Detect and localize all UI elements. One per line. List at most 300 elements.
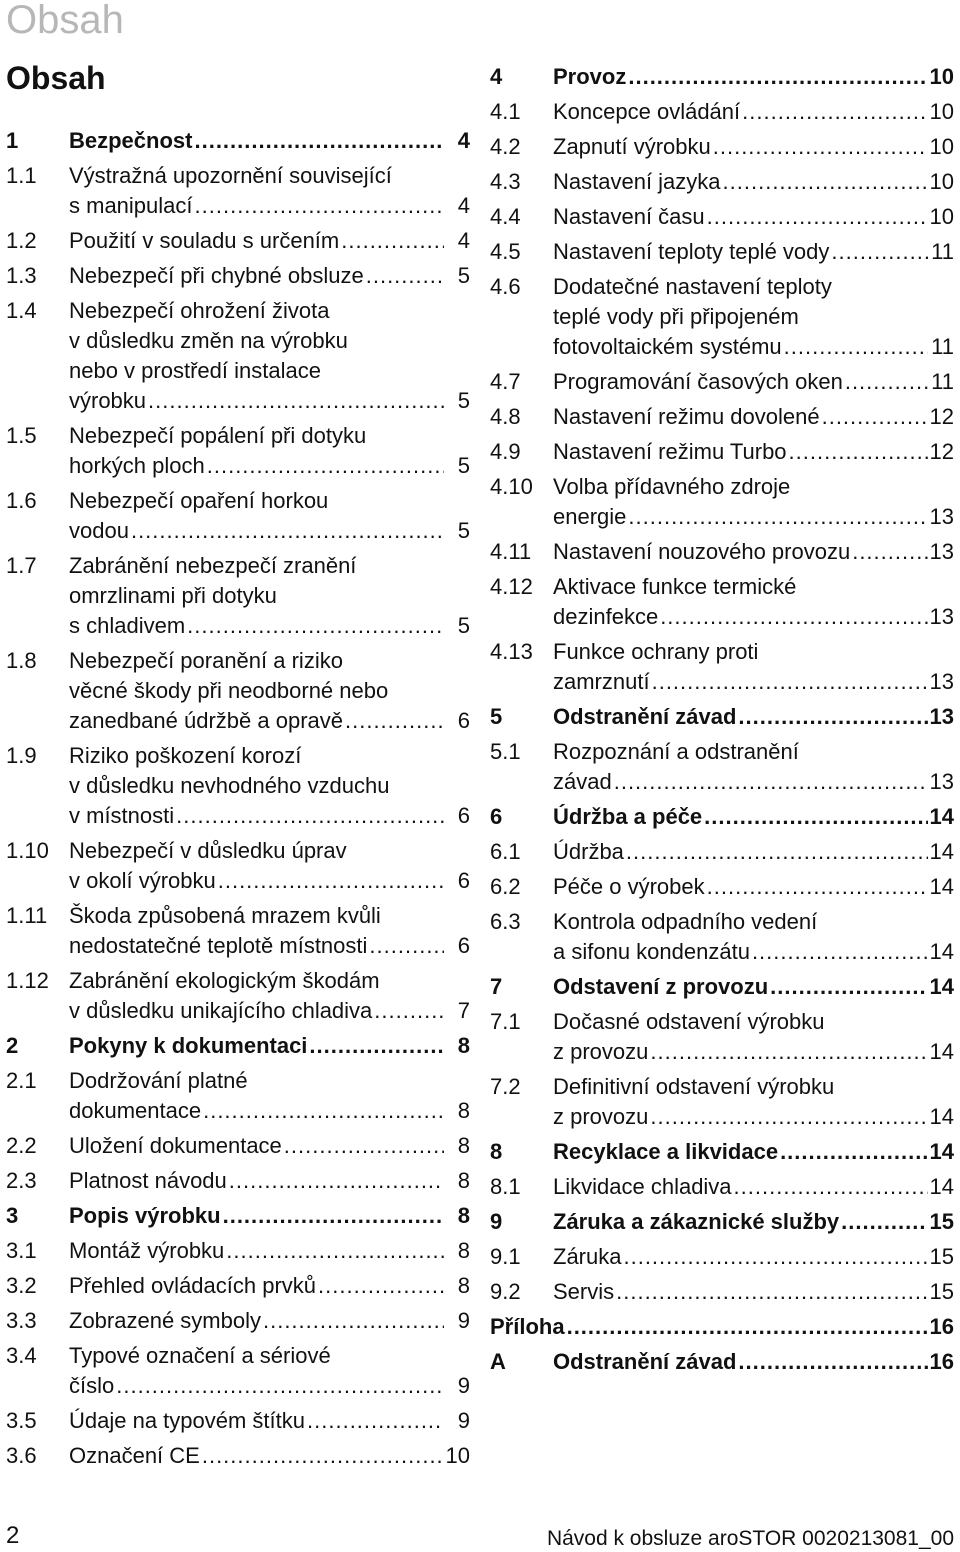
toc-entry-last-line: [69, 1131, 470, 1161]
toc-section-entry[interactable]: [6, 161, 470, 221]
toc-section-entry[interactable]: [6, 226, 470, 256]
toc-entry-last-line: [553, 972, 954, 1002]
toc-page-number: 14: [929, 839, 954, 864]
toc-chapter-entry[interactable]: [6, 126, 470, 156]
toc-page-number: 10: [929, 64, 954, 89]
toc-section-entry[interactable]: [490, 402, 954, 432]
toc-chapter-entry[interactable]: [490, 1347, 954, 1377]
toc-section-entry[interactable]: [490, 737, 954, 797]
toc-page-number: 14: [929, 939, 954, 964]
toc-entry-title-line: Označení CE: [69, 1443, 200, 1468]
dot-leader: [116, 1371, 444, 1401]
toc-entry-title-line: Nebezpečí popálení při dotyku: [69, 423, 367, 448]
dot-leader: [366, 261, 444, 291]
toc-entry-last-line: [69, 1271, 470, 1301]
toc-page-number: 9: [457, 1308, 470, 1333]
toc-section-entry[interactable]: [6, 1166, 470, 1196]
toc-entry-number: 4: [490, 64, 503, 89]
dot-leader: [707, 202, 928, 232]
toc-page-number: 8: [457, 1273, 470, 1298]
toc-entry-last-line: [490, 1312, 954, 1342]
dot-leader: [713, 132, 928, 162]
toc-section-entry[interactable]: [6, 1236, 470, 1266]
toc-entry-number: 4.5: [490, 239, 521, 264]
dot-leader: [752, 937, 928, 967]
toc-entry-last-line: [553, 667, 954, 697]
toc-page-number: 14: [929, 974, 954, 999]
toc-entry-title-line: v důsledku nevhodného vzduchu: [69, 773, 390, 798]
dot-leader: [203, 1096, 444, 1126]
dot-leader: [226, 1236, 444, 1266]
footer-page-number: 2: [6, 1522, 20, 1549]
toc-section-entry[interactable]: [6, 741, 470, 831]
toc-section-entry[interactable]: [6, 1066, 470, 1126]
toc-entry-title-line: z provozu: [553, 1039, 649, 1064]
toc-section-entry[interactable]: [6, 1406, 470, 1436]
toc-page-number: 15: [929, 1209, 954, 1234]
toc-page-number: 11: [931, 334, 954, 359]
toc-section-entry[interactable]: [6, 1271, 470, 1301]
toc-entry-number: 2.1: [6, 1068, 37, 1093]
toc-entry-title-line: Definitivní odstavení výrobku: [553, 1074, 835, 1099]
toc-entry-last-line: [69, 996, 470, 1026]
toc-entry-title-line: Typové označení a sériové: [69, 1343, 331, 1368]
toc-entry-last-line: [69, 1441, 470, 1471]
toc-entry-number: 7.2: [490, 1074, 521, 1099]
dot-leader: [704, 802, 927, 832]
dot-leader: [660, 602, 927, 632]
toc-entry-title-line: omrzlinami při dotyku: [69, 583, 277, 608]
dot-leader: [845, 367, 928, 397]
toc-entry-number: 6.2: [490, 874, 521, 899]
toc-entry-title-line: Odstranění závad: [553, 704, 737, 729]
toc-entry-title-line: energie: [553, 504, 627, 529]
toc-entry-number: 1.6: [6, 488, 37, 513]
toc-entry-last-line: [553, 802, 954, 832]
toc-entry-last-line: [553, 937, 954, 967]
toc-entry-title-line: Škoda způsobená mrazem kvůli: [69, 903, 381, 928]
toc-page-number: 4: [457, 128, 470, 153]
toc-entry-title-line: Bezpečnost: [69, 128, 193, 153]
toc-section-entry[interactable]: [490, 572, 954, 632]
toc-entry-last-line: [553, 837, 954, 867]
toc-page-number: 16: [929, 1314, 954, 1339]
toc-entry-last-line: [69, 226, 470, 256]
toc-entry-title-line: Příloha: [490, 1314, 565, 1339]
toc-section-entry[interactable]: [490, 237, 954, 267]
toc-entry-title-line: Provoz: [553, 64, 627, 89]
toc-entry-last-line: [553, 237, 954, 267]
toc-entry-number: 8: [490, 1139, 503, 1164]
toc-entry-last-line: [69, 866, 470, 896]
toc-entry-title-line: Recyklace a likvidace: [553, 1139, 779, 1164]
toc-section-entry[interactable]: [490, 1277, 954, 1307]
toc-page-number: 13: [929, 704, 954, 729]
toc-entry-last-line: [553, 702, 954, 732]
toc-entry-number: 1.1: [6, 163, 37, 188]
toc-entry-title-line: Nebezpečí ohrožení života: [69, 298, 330, 323]
toc-entry-last-line: [69, 261, 470, 291]
toc-entry-title-line: Dočasné odstavení výrobku: [553, 1009, 825, 1034]
dot-leader: [852, 537, 927, 567]
toc-section-entry[interactable]: [490, 437, 954, 467]
toc-entry-title-line: výrobku: [69, 388, 147, 413]
dot-leader: [567, 1312, 928, 1342]
toc-entry-title-line: Likvidace chladiva: [553, 1174, 732, 1199]
dot-leader: [628, 62, 927, 92]
toc-page-number: 13: [929, 769, 954, 794]
toc-entry-number: 3.2: [6, 1273, 37, 1298]
toc-entry-number: 4.13: [490, 639, 533, 664]
dot-leader: [284, 1131, 444, 1161]
dot-leader: [623, 1242, 927, 1272]
toc-page-number: 13: [929, 504, 954, 529]
dot-leader: [195, 191, 444, 221]
toc-page-number: 5: [457, 453, 470, 478]
toc-page-number: 6: [457, 803, 470, 828]
toc-page-number: 8: [457, 1033, 470, 1058]
toc-entry-title-line: Kontrola odpadního vedení: [553, 909, 818, 934]
toc-entry-title-line: horkých ploch: [69, 453, 205, 478]
toc-chapter-entry[interactable]: [490, 972, 954, 1002]
dot-leader: [734, 1172, 928, 1202]
toc-page-number: 8: [457, 1098, 470, 1123]
toc-entry-last-line: [553, 202, 954, 232]
running-header: Obsah: [6, 0, 124, 42]
toc-entry-number: 1.9: [6, 743, 37, 768]
dot-leader: [131, 516, 444, 546]
dot-leader: [784, 332, 928, 362]
toc-entry-last-line: [553, 602, 954, 632]
toc-chapter-entry[interactable]: [490, 1137, 954, 1167]
toc-entry-title-line: fotovoltaickém systému: [553, 334, 782, 359]
toc-entry-number: 4.4: [490, 204, 521, 229]
toc-section-entry[interactable]: [490, 472, 954, 532]
toc-section-entry[interactable]: [490, 272, 954, 362]
toc-section-entry[interactable]: [6, 1441, 470, 1471]
toc-entry-last-line: [553, 402, 954, 432]
toc-entry-title-line: Nastavení teploty teplé vody: [553, 239, 830, 264]
toc-section-entry[interactable]: [490, 1172, 954, 1202]
toc-entry-title-line: nebo v prostředí instalace: [69, 358, 321, 383]
toc-section-entry[interactable]: [490, 1007, 954, 1067]
toc-entry-title-line: Servis: [553, 1279, 615, 1304]
toc-entry-number: 5: [490, 704, 503, 729]
toc-page-number: 11: [931, 239, 954, 264]
toc-entry-last-line: [69, 1201, 470, 1231]
toc-entry-last-line: [553, 767, 954, 797]
toc-entry-number: 9: [490, 1209, 503, 1234]
toc-entry-number: 1.11: [6, 903, 48, 928]
dot-leader: [369, 931, 444, 961]
dot-leader: [780, 1137, 927, 1167]
toc-entry-title-line: v důsledku unikajícího chladiva: [69, 998, 373, 1023]
toc-section-entry[interactable]: [490, 167, 954, 197]
toc-entry-last-line: [553, 97, 954, 127]
toc-entry-number: 9.1: [490, 1244, 521, 1269]
toc-entry-title-line: Údržba: [553, 839, 624, 864]
toc-entry-number: 1.10: [6, 838, 49, 863]
toc-page-number: 10: [929, 99, 954, 124]
toc-entry-title-line: v místnosti: [69, 803, 175, 828]
toc-section-entry[interactable]: [6, 966, 470, 1026]
toc-section-entry[interactable]: [6, 261, 470, 291]
dot-leader: [707, 872, 928, 902]
toc-section-entry[interactable]: [6, 1131, 470, 1161]
dot-leader: [652, 667, 928, 697]
dot-leader: [789, 437, 928, 467]
toc-section-entry[interactable]: [490, 872, 954, 902]
toc-chapter-entry[interactable]: [490, 802, 954, 832]
toc-entry-title-line: dezinfekce: [553, 604, 659, 629]
toc-entry-title-line: teplé vody při připojeném: [553, 304, 799, 329]
toc-section-entry[interactable]: [490, 637, 954, 697]
toc-entry-title-line: Riziko poškození korozí: [69, 743, 302, 768]
toc-section-entry[interactable]: [490, 907, 954, 967]
toc-chapter-entry[interactable]: [490, 62, 954, 92]
toc-entry-last-line: [553, 537, 954, 567]
toc-section-entry[interactable]: [490, 202, 954, 232]
dot-leader: [770, 972, 927, 1002]
footer-document-title: Návod k obsluze aroSTOR 0020213081_00: [546, 1527, 954, 1550]
toc-entry-title-line: Zapnutí výrobku: [553, 134, 711, 159]
toc-section-entry[interactable]: [490, 367, 954, 397]
toc-entry-last-line: [69, 1306, 470, 1336]
dot-leader: [650, 1102, 927, 1132]
toc-page-number: 10: [929, 134, 954, 159]
toc-entry-number: 4.2: [490, 134, 521, 159]
toc-entry-number: 4.7: [490, 369, 521, 394]
toc-entry-last-line: [69, 126, 470, 156]
toc-page-number: 14: [929, 1104, 954, 1129]
toc-section-entry[interactable]: [6, 836, 470, 896]
toc-chapter-entry[interactable]: [6, 1031, 470, 1061]
toc-entry-title-line: s manipulací: [69, 193, 193, 218]
toc-entry-number: 3.1: [6, 1238, 37, 1263]
page-title: Obsah: [6, 60, 106, 96]
toc-entry-title-line: v okolí výrobku: [69, 868, 216, 893]
toc-page-number: 9: [457, 1408, 470, 1433]
toc-section-entry[interactable]: [490, 97, 954, 127]
toc-entry-title-line: nedostatečné teplotě místnosti: [69, 933, 368, 958]
toc-entry-number: 2.2: [6, 1133, 37, 1158]
toc-entry-title-line: Uložení dokumentace: [69, 1133, 282, 1158]
toc-entry-number: 3: [6, 1203, 19, 1228]
toc-chapter-entry[interactable]: [490, 1207, 954, 1237]
toc-entry-number: 3.5: [6, 1408, 37, 1433]
toc-entry-title-line: Záruka: [553, 1244, 622, 1269]
toc-page-number: 14: [929, 874, 954, 899]
toc-entry-number: 1: [6, 128, 19, 153]
dot-leader: [318, 1271, 444, 1301]
toc-page-number: 13: [929, 669, 954, 694]
toc-entry-last-line: [553, 132, 954, 162]
toc-page-number: 11: [931, 369, 954, 394]
dot-leader: [626, 837, 928, 867]
toc-page-number: 8: [457, 1203, 470, 1228]
toc-section-entry[interactable]: [490, 837, 954, 867]
toc-page-number: 5: [457, 518, 470, 543]
toc-entry-title-line: Pokyny k dokumentaci: [69, 1033, 308, 1058]
toc-entry-number: 4.8: [490, 404, 521, 429]
dot-leader: [841, 1207, 927, 1237]
toc-column-right: [490, 62, 954, 1382]
toc-entry-number: 4.6: [490, 274, 521, 299]
toc-entry-title-line: Dodatečné nastavení teploty: [553, 274, 832, 299]
toc-entry-title-line: Nastavení jazyka: [553, 169, 721, 194]
toc-column-left: [6, 126, 470, 1476]
toc-page-number: 7: [457, 998, 470, 1023]
dot-leader: [202, 1441, 444, 1471]
toc-entry-last-line: [553, 1207, 954, 1237]
toc-entry-last-line: [69, 1406, 470, 1436]
toc-entry-title-line: Zabránění nebezpečí zranění: [69, 553, 357, 578]
toc-page-number: 16: [929, 1349, 954, 1374]
toc-entry-last-line: [69, 1371, 470, 1401]
toc-section-entry[interactable]: [6, 551, 470, 641]
toc-section-entry[interactable]: [490, 537, 954, 567]
toc-section-entry[interactable]: [490, 1072, 954, 1132]
toc-entry-title-line: Přehled ovládacích prvků: [69, 1273, 317, 1298]
toc-page-number: 9: [457, 1373, 470, 1398]
toc-entry-title-line: Koncepce ovládání: [553, 99, 741, 124]
toc-entry-title-line: Nastavení času: [553, 204, 705, 229]
toc-entry-title-line: Aktivace funkce termické: [553, 574, 797, 599]
toc-entry-title-line: Nebezpečí v důsledku úprav: [69, 838, 347, 863]
toc-entry-title-line: Záruka a zákaznické služby: [553, 1209, 840, 1234]
toc-entry-last-line: [69, 801, 470, 831]
toc-entry-number: 3.3: [6, 1308, 37, 1333]
dot-leader: [309, 1031, 444, 1061]
toc-entry-title-line: Rozpoznání a odstranění: [553, 739, 799, 764]
toc-entry-last-line: [553, 1102, 954, 1132]
toc-entry-number: 4.12: [490, 574, 533, 599]
toc-entry-title-line: závad: [553, 769, 612, 794]
toc-chapter-entry[interactable]: [490, 702, 954, 732]
toc-entry-number: 4.9: [490, 439, 521, 464]
toc-entry-last-line: [69, 931, 470, 961]
toc-entry-last-line: [553, 1037, 954, 1067]
toc-section-entry[interactable]: [6, 901, 470, 961]
toc-entry-title-line: Nastavení režimu dovolené: [553, 404, 820, 429]
toc-page-number: 8: [457, 1168, 470, 1193]
dot-leader: [218, 866, 444, 896]
toc-entry-title-line: z provozu: [553, 1104, 649, 1129]
toc-page-number: 10: [929, 169, 954, 194]
toc-entry-title-line: Montáž výrobku: [69, 1238, 225, 1263]
toc-entry-number: 1.7: [6, 553, 37, 578]
toc-entry-number: 1.3: [6, 263, 37, 288]
toc-entry-number: 6.1: [490, 839, 521, 864]
toc-entry-last-line: [69, 1096, 470, 1126]
toc-page-number: 14: [929, 804, 954, 829]
toc-entry-number: 7: [490, 974, 503, 999]
toc-section-entry[interactable]: [6, 486, 470, 546]
toc-entry-title-line: v důsledku změn na výrobku: [69, 328, 348, 353]
toc-chapter-entry[interactable]: [490, 1312, 954, 1342]
toc-entry-title-line: zanedbané údržbě a opravě: [69, 708, 343, 733]
dot-leader: [738, 1347, 927, 1377]
toc-entry-title-line: Platnost návodu: [69, 1168, 227, 1193]
toc-section-entry[interactable]: [6, 1306, 470, 1336]
toc-page-number: 6: [457, 868, 470, 893]
toc-entry-last-line: [553, 1347, 954, 1377]
dot-leader: [187, 611, 444, 641]
toc-entry-title-line: Péče o výrobek: [553, 874, 705, 899]
toc-page-number: 6: [457, 708, 470, 733]
toc-entry-last-line: [69, 706, 470, 736]
toc-entry-number: 1.12: [6, 968, 49, 993]
toc-entry-number: 2: [6, 1033, 19, 1058]
toc-entry-title-line: Údaje na typovém štítku: [69, 1408, 306, 1433]
toc-page-number: 12: [929, 404, 954, 429]
toc-entry-last-line: [69, 611, 470, 641]
toc-section-entry[interactable]: [6, 646, 470, 736]
toc-entry-number: 4.3: [490, 169, 521, 194]
toc-entry-title-line: Odstranění závad: [553, 1349, 737, 1374]
dot-leader: [650, 1037, 927, 1067]
toc-entry-last-line: [69, 386, 470, 416]
toc-entry-title-line: Programování časových oken: [553, 369, 843, 394]
toc-entry-number: 7.1: [490, 1009, 521, 1034]
toc-entry-last-line: [69, 1236, 470, 1266]
toc-page-number: 14: [929, 1174, 954, 1199]
dot-leader: [345, 706, 444, 736]
dot-leader: [263, 1306, 444, 1336]
dot-leader: [207, 451, 444, 481]
toc-entry-number: 1.4: [6, 298, 37, 323]
toc-entry-last-line: [69, 1031, 470, 1061]
toc-entry-number: 2.3: [6, 1168, 37, 1193]
toc-entry-title-line: Výstražná upozornění související: [69, 163, 392, 188]
dot-leader: [614, 767, 928, 797]
toc-entry-title-line: Zabránění ekologickým škodám: [69, 968, 380, 993]
toc-page-number: 12: [929, 439, 954, 464]
toc-entry-number: 1.8: [6, 648, 37, 673]
toc-page-number: 6: [457, 933, 470, 958]
toc-page-number: 15: [929, 1279, 954, 1304]
toc-entry-last-line: [69, 1166, 470, 1196]
toc-entry-last-line: [553, 1172, 954, 1202]
toc-entry-title-line: Údržba a péče: [553, 804, 703, 829]
toc-page-number: 10: [445, 1443, 470, 1468]
toc-chapter-entry[interactable]: [6, 1201, 470, 1231]
toc-entry-title-line: Nebezpečí při chybné obsluze: [69, 263, 364, 288]
toc-page-number: 14: [929, 1139, 954, 1164]
toc-section-entry[interactable]: [6, 421, 470, 481]
toc-entry-title-line: Volba přídavného zdroje: [553, 474, 791, 499]
toc-entry-title-line: Funkce ochrany proti: [553, 639, 759, 664]
toc-entry-title-line: Nebezpečí poranění a riziko: [69, 648, 343, 673]
dot-leader: [148, 386, 444, 416]
toc-entry-last-line: [553, 437, 954, 467]
toc-entry-title-line: zamrznutí: [553, 669, 650, 694]
dot-leader: [341, 226, 444, 256]
toc-section-entry[interactable]: [6, 296, 470, 416]
toc-entry-last-line: [553, 1277, 954, 1307]
toc-section-entry[interactable]: [490, 1242, 954, 1272]
toc-entry-title-line: Zobrazené symboly: [69, 1308, 261, 1333]
toc-entry-number: 4.11: [490, 539, 532, 564]
toc-entry-title-line: Odstavení z provozu: [553, 974, 769, 999]
toc-section-entry[interactable]: [490, 132, 954, 162]
toc-entry-last-line: [553, 367, 954, 397]
toc-entry-last-line: [69, 191, 470, 221]
toc-entry-title-line: věcné škody při neodborné nebo: [69, 678, 389, 703]
toc-page-number: 5: [457, 388, 470, 413]
toc-page-number: 10: [929, 204, 954, 229]
toc-section-entry[interactable]: [6, 1341, 470, 1401]
